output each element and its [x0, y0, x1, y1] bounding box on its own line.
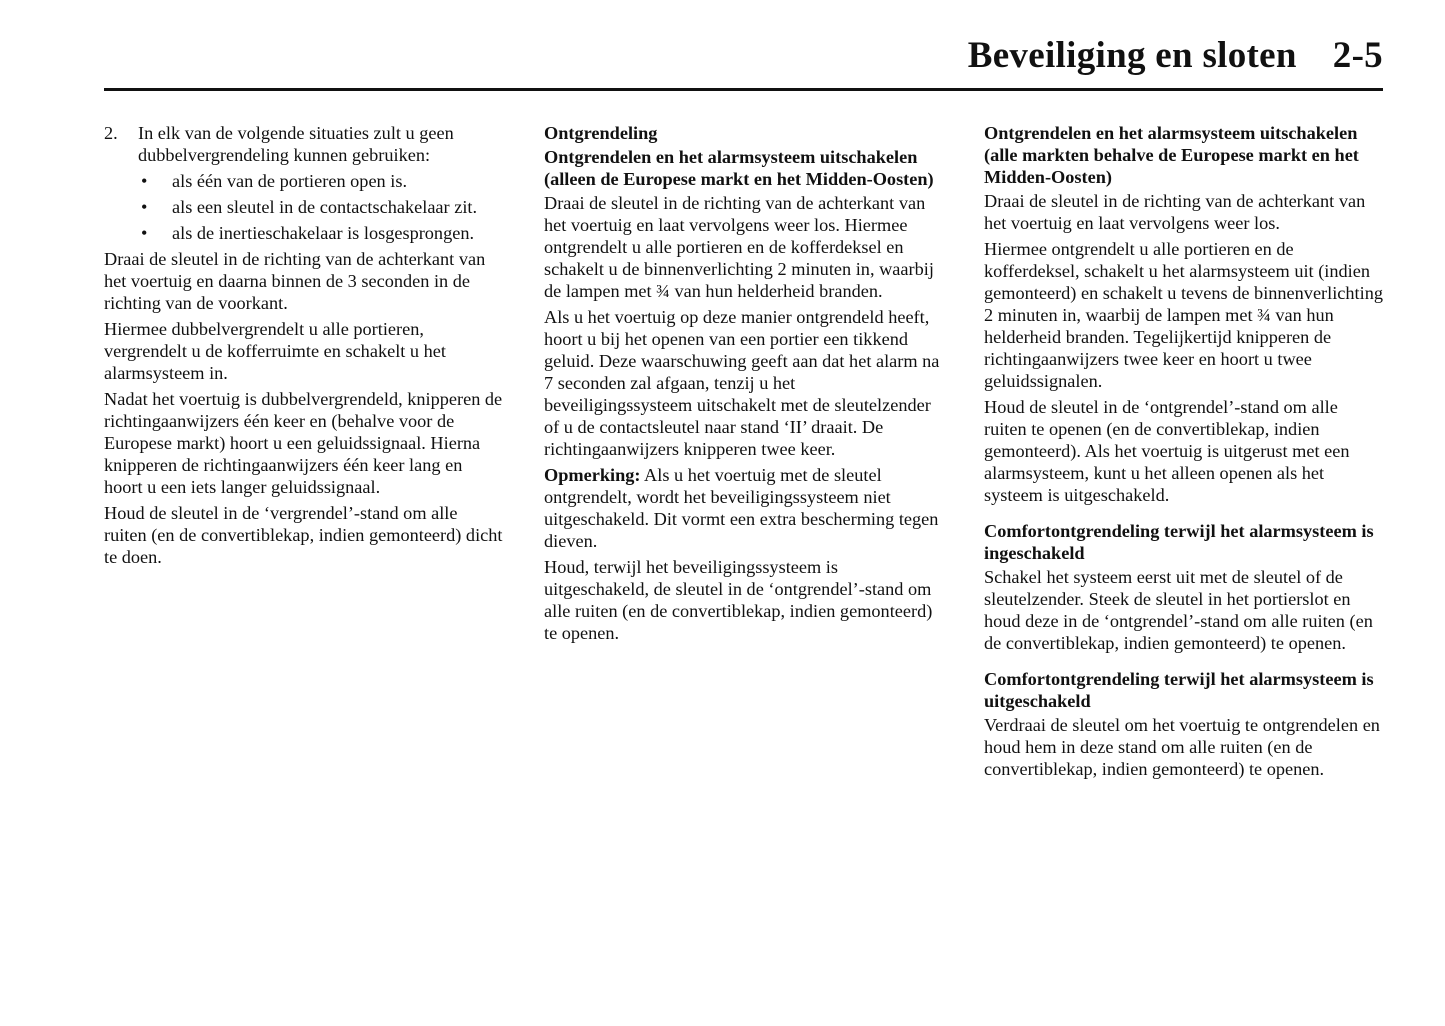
header-rule — [104, 88, 1383, 91]
page-number: 2-5 — [1332, 35, 1383, 76]
item-text: In elk van de volgende situaties zult u geen dubbelvergrendeling kunnen gebruiken: — [138, 123, 454, 165]
column-2 — [544, 122, 944, 648]
paragraph: Schakel het systeem eerst uit met de sleutel of de sleutelzender. Steek de sleutel in het portierslot en houd deze in de ‘ontgrendel’-stand om alle ruiten (en de convertiblekap, indien gemonteerd) te openen. — [984, 567, 1373, 653]
note-label: Opmerking: — [544, 465, 641, 485]
bullet-text: als één van de portieren open is. — [172, 171, 408, 191]
note — [544, 464, 944, 552]
column-1 — [104, 122, 504, 572]
paragraph: Verdraai de sleutel om het voertuig te ontgrendelen en houd hem in deze stand om alle ruiten (en de convertiblekap, indien gemonteerd) te openen. — [984, 715, 1380, 779]
bullet-item — [138, 196, 504, 218]
paragraph: Houd, terwijl het beveiligingssysteem is uitgeschakeld, de sleutel in de ‘ontgrendel’-stand om alle ruiten (en de convertiblekap, indien gemonteerd) te openen. — [544, 557, 933, 643]
paragraph: Houd de sleutel in de ‘vergrendel’-stand om alle ruiten (en de convertiblekap, indien gemonteerd) dicht te doen. — [104, 503, 503, 567]
column-3 — [984, 122, 1384, 784]
paragraph: Als u het voertuig op deze manier ontgrendeld heeft, hoort u bij het openen van een portier een tikkend geluid. Deze waarschuwing geeft aan dat het alarm na 7 seconden zal afgaan, tenzij u het beveiligingssysteem uitschakelt met de sleutelzender of u de contactsleutel naar stand ‘II’ draait. De richtingaanwijzers knipperen twee keer. — [544, 307, 940, 459]
item-number: 2. — [104, 123, 118, 143]
bullet-item — [138, 170, 504, 192]
bullet-icon: • — [141, 171, 148, 191]
bullet-icon: • — [141, 223, 148, 243]
paragraph: Houd de sleutel in de ‘ontgrendel’-stand om alle ruiten te openen (en de convertiblekap, indien gemonteerd). Als het voertuig is uitgerust met een alarmsysteem, kunt u het alleen openen als het systeem is uitgeschakeld. — [984, 397, 1350, 505]
paragraph: Draai de sleutel in de richting van de achterkant van het voertuig en laat vervolgens weer los. — [984, 191, 1366, 233]
note-text: Als u het voertuig met de sleutel ontgrendelt, wordt het beveiligingssysteem niet uitgeschakeld. Dit vormt een extra bescherming tegen dieven. — [544, 465, 939, 551]
paragraph: Draai de sleutel in de richting van de achterkant van het voertuig en daarna binnen de 3 seconden in de richting van de voorkant. — [104, 249, 486, 313]
paragraph: Hiermee ontgrendelt u alle portieren en de kofferdeksel, schakelt u het alarmsysteem uit (indien gemonteerd) en schakelt u tevens de binnenverlichting 2 minuten in, waarbij de lampen met ¾ van hun helderheid branden. Tegelijkertijd knipperen de richtingaanwijzers twee keer en hoort u twee geluidssignalen. — [984, 239, 1384, 391]
chapter-title: Beveiliging en sloten — [967, 35, 1297, 76]
section-heading: Comfortontgrendeling terwijl het alarmsysteem is uitgeschakeld — [984, 669, 1374, 711]
section-subheading: Ontgrendelen en het alarmsysteem uitschakelen (alleen de Europese markt en het Midden-Oosten) — [544, 147, 934, 189]
bullet-text: als de inertieschakelaar is losgesprongen. — [172, 223, 475, 243]
section-heading: Comfortontgrendeling terwijl het alarmsysteem is ingeschakeld — [984, 521, 1374, 563]
bullet-text: als een sleutel in de contactschakelaar zit. — [172, 197, 478, 217]
bullet-icon: • — [141, 197, 148, 217]
numbered-item — [104, 122, 504, 166]
paragraph: Draai de sleutel in de richting van de achterkant van het voertuig en laat vervolgens weer los. Hiermee ontgrendelt u alle portieren en de kofferdeksel en schakelt u de binnenverlichting 2 minuten in, waarbij de lampen met ¾ van hun helderheid branden. — [544, 193, 934, 301]
paragraph: Hiermee dubbelvergrendelt u alle portieren, vergrendelt u de kofferruimte en schakelt u het alarmsysteem in. — [104, 319, 446, 383]
section-heading: Ontgrendeling — [544, 123, 658, 143]
paragraph: Nadat het voertuig is dubbelvergrendeld, knipperen de richtingaanwijzers één keer en (behalve voor de Europese markt) hoort u een geluidssignaal. Hierna knipperen de richtingaanwijzers één keer lang en hoort u een iets langer geluidssignaal. — [104, 389, 503, 497]
section-heading: Ontgrendelen en het alarmsysteem uitschakelen (alle markten behalve de Europese markt en het Midden-Oosten) — [984, 123, 1359, 187]
bullet-item — [138, 222, 504, 244]
page-title — [968, 34, 1383, 77]
page-header — [104, 34, 1383, 90]
